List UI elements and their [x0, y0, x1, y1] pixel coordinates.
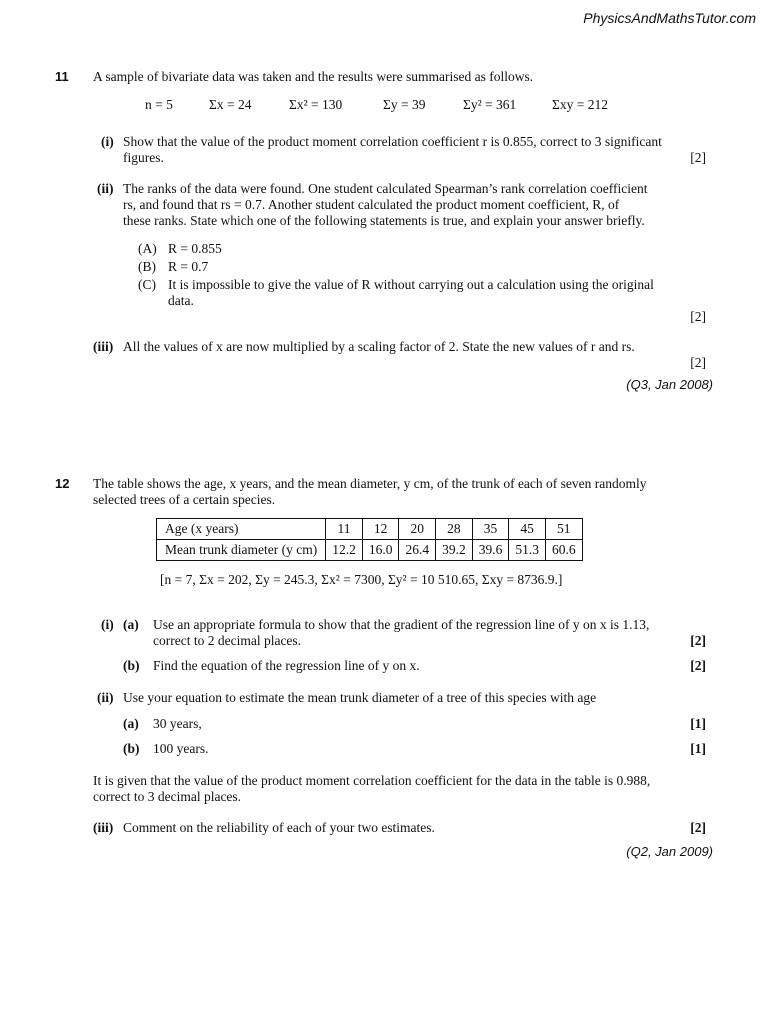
table-cell: 45: [509, 519, 546, 540]
q12-source: (Q2, Jan 2009): [626, 844, 713, 859]
option-a-label: (A): [138, 241, 157, 256]
q12-part-iib-text: 100 years.: [153, 741, 209, 756]
stat-sum-x2: Σx² = 130: [289, 97, 343, 112]
q12-part-iii-marks: [2]: [690, 820, 706, 835]
q12-part-iib-marks: [1]: [690, 741, 706, 756]
site-header[interactable]: PhysicsAndMathsTutor.com: [583, 10, 756, 26]
q11-source: (Q3, Jan 2008): [626, 377, 713, 392]
stat-sum-xy: Σxy = 212: [552, 97, 608, 112]
q12-intro-line2: selected trees of a certain species.: [93, 492, 276, 507]
table-cell: 16.0: [362, 540, 399, 561]
q12-given-line2: correct to 3 decimal places.: [93, 789, 242, 804]
table-header-diameter: Mean trunk diameter (y cm): [157, 540, 326, 561]
q12-part-i-label: (i): [101, 617, 114, 632]
q12-part-ib-marks: [2]: [690, 658, 706, 673]
option-b-label: (B): [138, 259, 156, 274]
table-row: [157, 540, 583, 561]
stat-sum-y: Σy = 39: [383, 97, 426, 112]
table-cell: 35: [472, 519, 509, 540]
q11-part-ii-line3: these ranks. State which one of the following statements is true, and explain your answer briefly.: [123, 213, 645, 228]
q12-part-iia-marks: [1]: [690, 716, 706, 731]
table-header-age: Age (x years): [157, 519, 326, 540]
q12-part-ia-line1: Use an appropriate formula to show that the gradient of the regression line of y on x is 1.13,: [153, 617, 650, 632]
data-table: [156, 518, 583, 561]
table-cell: 11: [326, 519, 363, 540]
question-number-12: 12: [55, 476, 70, 491]
option-c-label: (C): [138, 277, 156, 292]
q12-part-ia-marks: [2]: [690, 633, 706, 648]
q12-part-iia-label: (a): [123, 716, 139, 731]
q12-given-line1: It is given that the value of the product moment correlation coefficient for the data in the table is 0.988,: [93, 773, 651, 788]
q12-part-iii-text: Comment on the reliability of each of your two estimates.: [123, 820, 435, 835]
q12-part-iii-label: (iii): [93, 820, 114, 835]
q11-part-iii-label: (iii): [93, 339, 114, 354]
q11-part-ii-label: (ii): [97, 181, 114, 196]
q11-part-iii-marks: [2]: [690, 355, 706, 370]
table-cell: 12: [362, 519, 399, 540]
q12-part-iib-label: (b): [123, 741, 140, 756]
table-cell: 39.6: [472, 540, 509, 561]
q11-part-iii-text: All the values of x are now multiplied by a scaling factor of 2. State the new values of r and rs.: [123, 339, 635, 354]
option-a-text: R = 0.855: [168, 241, 222, 256]
q11-part-ii-line1: The ranks of the data were found. One student calculated Spearman’s rank correlation coefficient: [123, 181, 648, 196]
q12-part-ib-label: (b): [123, 658, 140, 673]
q12-part-ii-text: Use your equation to estimate the mean trunk diameter of a tree of this species with age: [123, 690, 597, 705]
stat-sum-y2: Σy² = 361: [463, 97, 517, 112]
table-cell: 51.3: [509, 540, 546, 561]
q11-intro: A sample of bivariate data was taken and the results were summarised as follows.: [93, 69, 534, 84]
q11-part-ii-line2: rs, and found that rs = 0.7. Another student calculated the product moment coefficient, R, of: [123, 197, 620, 212]
table-row: [157, 519, 583, 540]
option-b-text: R = 0.7: [168, 259, 209, 274]
table-cell: 20: [399, 519, 436, 540]
q12-part-ia-label: (a): [123, 617, 139, 632]
q11-part-i-line1: Show that the value of the product moment correlation coefficient r is 0.855, correct to 3 significant: [123, 134, 662, 149]
table-cell: 12.2: [326, 540, 363, 561]
stat-sum-x: Σx = 24: [209, 97, 252, 112]
q11-part-i-marks: [2]: [690, 150, 706, 165]
table-cell: 26.4: [399, 540, 436, 561]
q11-part-i-line2: figures.: [123, 150, 164, 165]
table-cell: 39.2: [436, 540, 473, 561]
table-cell: 60.6: [545, 540, 582, 561]
table-cell: 51: [545, 519, 582, 540]
question-number-11: 11: [55, 69, 69, 84]
option-c-text: It is impossible to give the value of R without carrying out a calculation using the original: [168, 277, 654, 292]
q12-part-ib-text: Find the equation of the regression line of y on x.: [153, 658, 420, 673]
table-cell: 28: [436, 519, 473, 540]
q12-intro-line1: The table shows the age, x years, and the mean diameter, y cm, of the trunk of each of seven randomly: [93, 476, 647, 491]
q11-part-i-label: (i): [101, 134, 114, 149]
q12-part-ia-line2: correct to 2 decimal places.: [153, 633, 302, 648]
q12-part-ii-label: (ii): [97, 690, 114, 705]
q12-part-iia-text: 30 years,: [153, 716, 202, 731]
q12-summary-statistics: [n = 7, Σx = 202, Σy = 245.3, Σx² = 7300, Σy² = 10 510.65, Σxy = 8736.9.]: [160, 572, 563, 587]
stat-n: n = 5: [145, 97, 173, 112]
option-c-text-cont: data.: [168, 293, 194, 308]
q11-part-ii-marks: [2]: [690, 309, 706, 324]
